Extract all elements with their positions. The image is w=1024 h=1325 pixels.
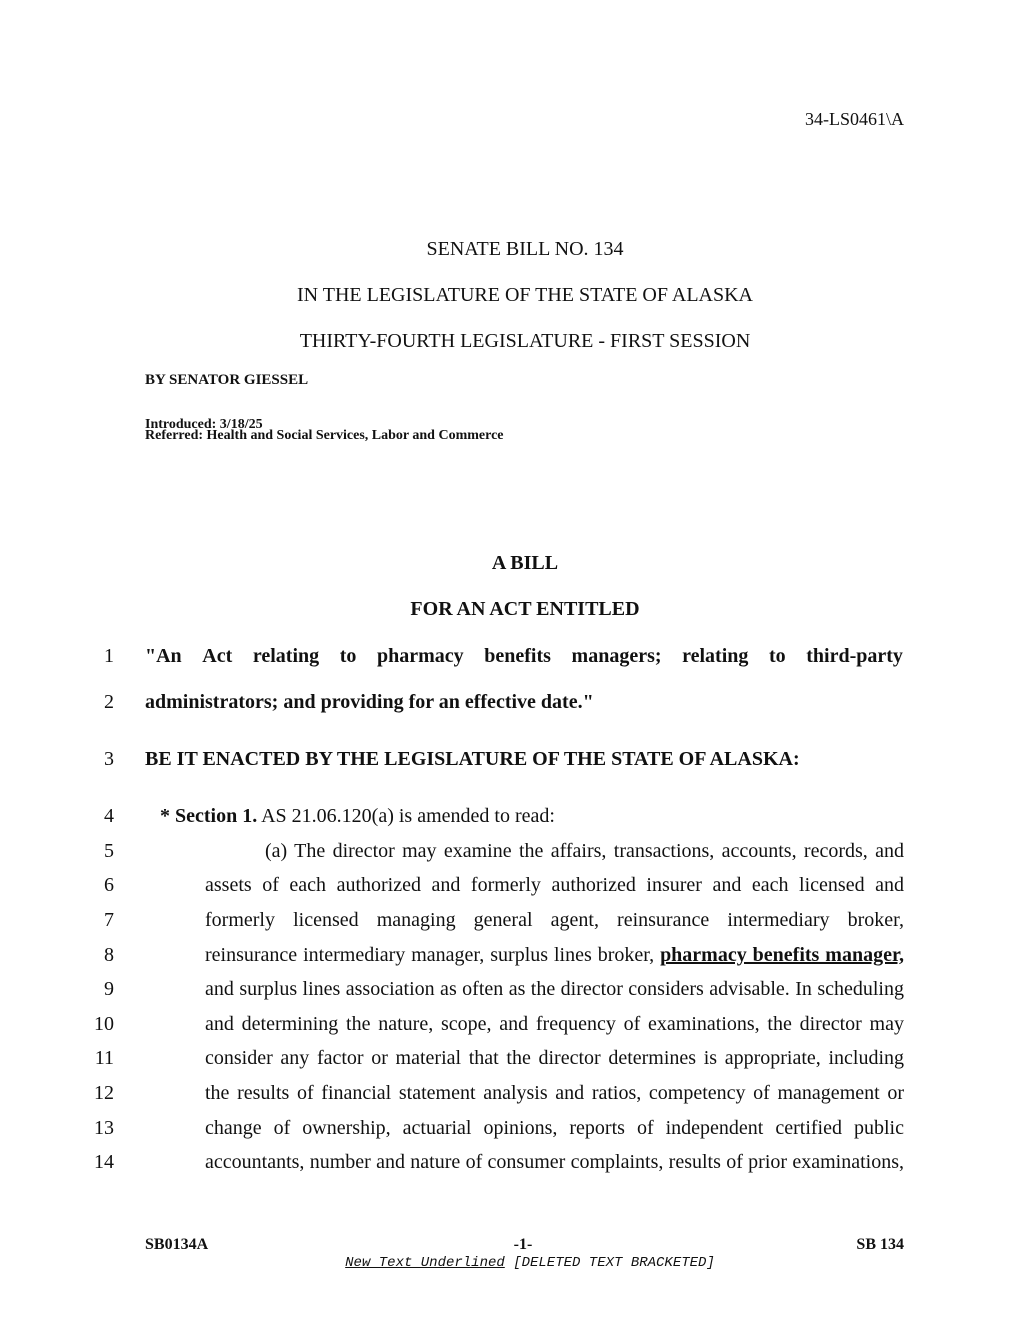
for-an-act-label: FOR AN ACT ENTITLED (410, 598, 640, 620)
formatting-legend (0, 1255, 1024, 1271)
title-word: benefits (484, 645, 551, 667)
title-word: managers; (571, 645, 662, 667)
legend-new-text: New Text Underlined (345, 1255, 505, 1271)
body-line-13: change of ownership, actuarial opinions, reports of independent certified public (205, 1117, 904, 1139)
line-number: 14 (94, 1151, 114, 1173)
bill-title-line-2: administrators; and providing for an effective date." (145, 691, 594, 713)
footer-bill-number: SB 134 (856, 1236, 904, 1253)
title-word: relating (252, 645, 320, 667)
line-number: 10 (94, 1013, 114, 1035)
line-number: 2 (104, 691, 114, 713)
body-line-6: assets of each authorized and formerly authorized insurer and each licensed and (205, 874, 904, 896)
bill-number-heading: SENATE BILL NO. 134 (426, 238, 624, 260)
body-line-8 (205, 944, 904, 967)
footer-bill-code: SB0134A (145, 1236, 209, 1253)
document-id: 34-LS0461\A (805, 109, 904, 129)
section-text: AS 21.06.120(a) is amended to read: (257, 805, 555, 827)
enacting-clause: BE IT ENACTED BY THE LEGISLATURE OF THE STATE OF ALASKA: (145, 748, 800, 770)
body-line-12: the results of financial statement analysis and ratios, competency of management or (205, 1082, 904, 1104)
body-line-14: accountants, number and nature of consumer complaints, results of prior examinations, (205, 1151, 904, 1173)
page-number: -1- (513, 1236, 533, 1253)
session-heading: THIRTY-FOURTH LEGISLATURE - FIRST SESSION (299, 330, 751, 352)
line-number: 6 (104, 874, 114, 896)
bill-title-line-1 (145, 645, 903, 668)
line-number: 1 (104, 645, 114, 667)
referred-committees: Referred: Health and Social Services, Labor and Commerce (145, 428, 504, 443)
a-bill-label: A BILL (491, 552, 559, 574)
line-number: 11 (94, 1047, 114, 1069)
section-label: * Section 1. (160, 805, 258, 827)
body-line-11: consider any factor or material that the director determines is appropriate, including (205, 1047, 904, 1069)
body-line-10: and determining the nature, scope, and frequency of examinations, the director may (205, 1013, 904, 1035)
title-word: Act (202, 645, 233, 667)
line-number: 13 (94, 1117, 114, 1139)
new-text-underlined: pharmacy benefits manager, (660, 944, 904, 966)
title-word: third-party (806, 645, 903, 667)
legend-deleted-text: [DELETED TEXT BRACKETED] (504, 1255, 715, 1271)
line-number: 12 (94, 1082, 114, 1104)
line-number: 9 (104, 978, 114, 1000)
line-number: 3 (104, 748, 114, 770)
line-number: 5 (104, 840, 114, 862)
title-word: to (769, 645, 786, 667)
introduced-date: Introduced: 3/18/25 (145, 417, 263, 432)
title-word: "An (145, 645, 182, 667)
line-number: 4 (104, 805, 114, 827)
sponsor: BY SENATOR GIESSEL (145, 372, 309, 388)
body-line-5: (a) The director may examine the affairs, transactions, accounts, records, and (265, 840, 904, 862)
body-line-8-text: reinsurance intermediary manager, surplus lines broker, (205, 944, 661, 966)
title-word: to (339, 645, 357, 667)
body-line-9: and surplus lines association as often as the director considers advisable. In scheduling (205, 978, 904, 1000)
title-word: relating (682, 645, 749, 667)
title-word: pharmacy (377, 645, 464, 667)
body-line-7: formerly licensed managing general agent, reinsurance intermediary broker, (205, 909, 904, 931)
line-number: 7 (104, 909, 114, 931)
line-number: 8 (104, 944, 114, 966)
legislature-heading: IN THE LEGISLATURE OF THE STATE OF ALASKA (297, 284, 753, 306)
section-heading (160, 805, 555, 828)
